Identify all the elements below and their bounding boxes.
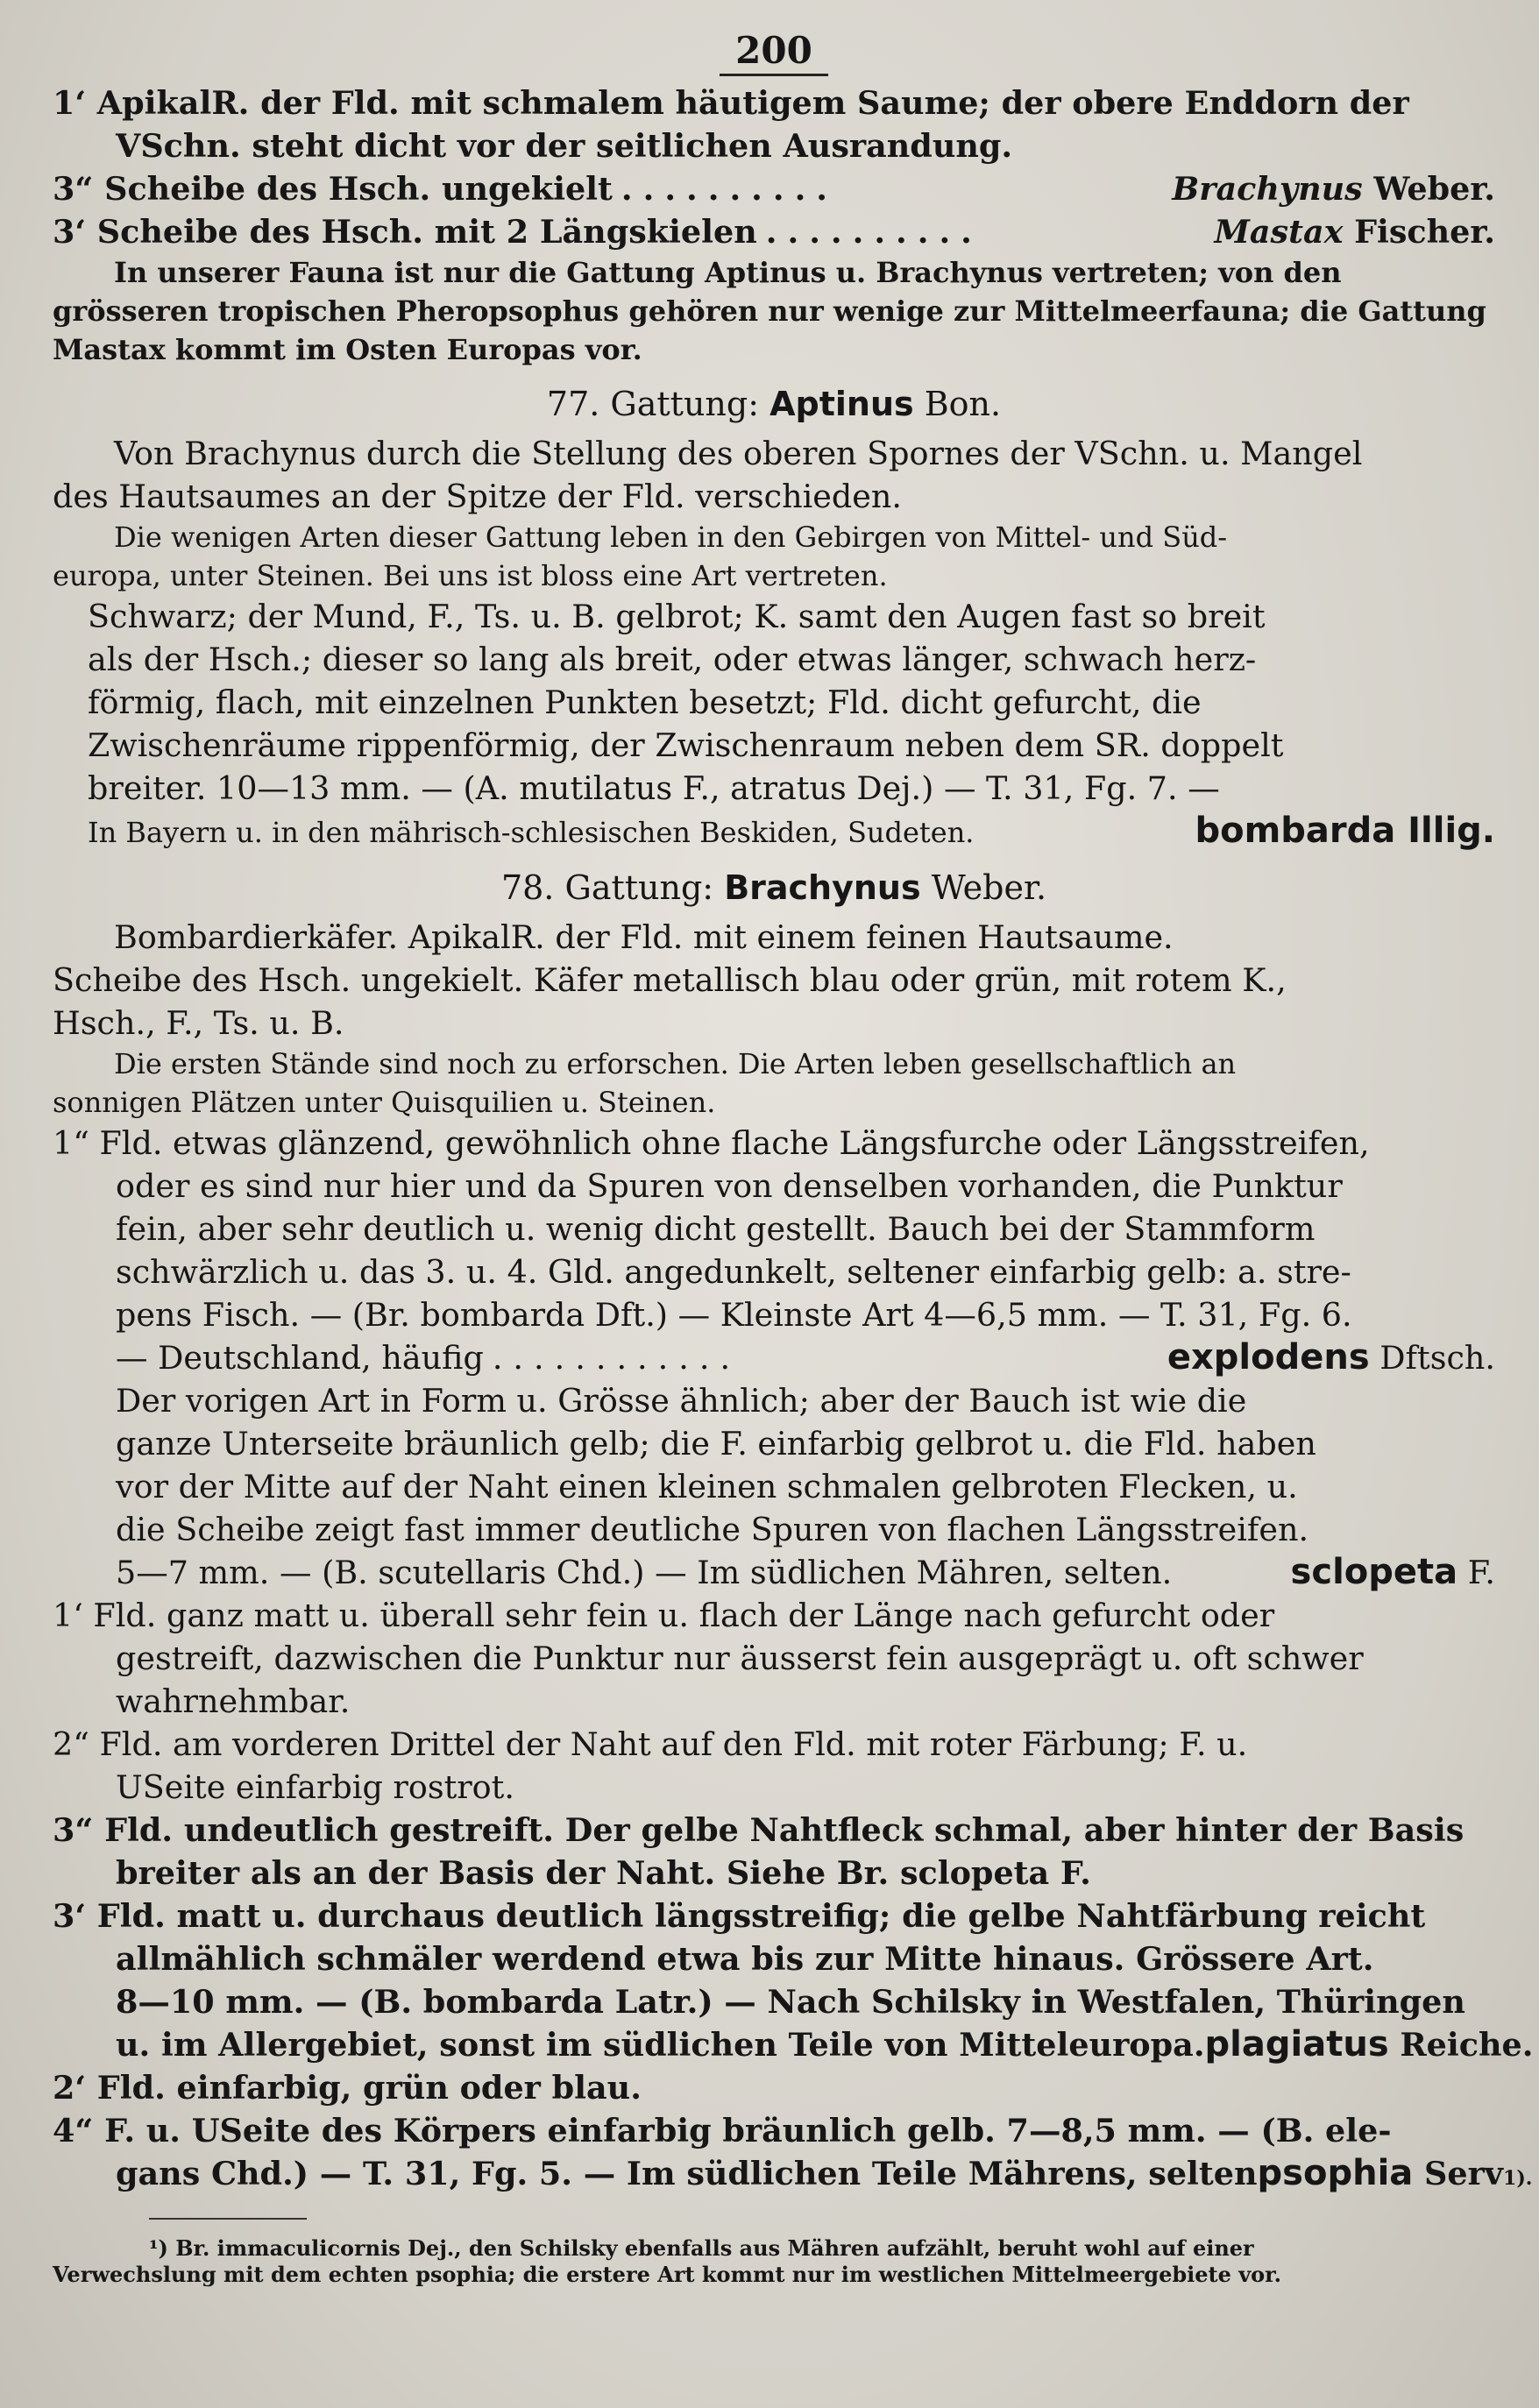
footnote-line-2: Verwechslung mit dem echten psophia; die erstere Art kommt nur im westlichen Mittelmeergebiete vor.: [53, 2262, 1281, 2287]
leader-dots: ..........: [621, 170, 838, 208]
key-3d-line-1: 3‘ Fld. matt u. durchaus deutlich längsstreifig; die gelbe Nahtfärbung reicht: [53, 1897, 1426, 1935]
key-1c-line-2: gestreift, dazwischen die Punktur nur äusserst fein ausgeprägt u. oft schwer: [116, 1640, 1364, 1677]
aptinus-text-4: europa, unter Steinen. Bei uns ist bloss eine Art vertreten.: [53, 559, 888, 592]
footnote-rule: [149, 2218, 307, 2220]
plagiatus-line: u. im Allergebiet, sonst im südlichen Teile von Mitteleuropa. plagiatus Reiche.: [116, 2024, 1534, 2065]
aptinus-text-7: förmig, flach, mit einzelnen Punkten besetzt; Fld. dicht gefurcht, die: [88, 683, 1202, 721]
species-plagiatus: plagiatus: [1204, 2024, 1389, 2065]
brachynus-text-4: Die ersten Stände sind noch zu erforschen. Die Arten leben gesellschaftlich an: [114, 1047, 1237, 1080]
leader-dots: ..........: [765, 213, 982, 251]
genus-77-heading: 77. Gattung: Aptinus Bon.: [546, 385, 1002, 423]
species-explodens: explodens: [1167, 1337, 1370, 1378]
species-psophia: psophia: [1257, 2153, 1414, 2193]
aptinus-text-5: Schwarz; der Mund, F., Ts. u. B. gelbrot; K. samt den Augen fast so breit: [88, 598, 1266, 635]
sclopeta-text-4: die Scheibe zeigt fast immer deutliche Spuren von flachen Längsstreifen.: [116, 1511, 1309, 1548]
aptinus-text-6: als der Hsch.; dieser so lang als breit, oder etwas länger, schwach herz-: [88, 641, 1257, 678]
key-1-line-1: 1‘ ApikalR. der Fld. mit schmalem häutigem Saume; der obere Enddorn der: [53, 84, 1409, 122]
footnote-line-1: ¹) Br. immaculicornis Dej., den Schilsky ebenfalls aus Mähren aufzählt, beruht wohl auf einer: [149, 2235, 1254, 2261]
fauna-note-2: grösseren tropischen Pheropsophus gehören nur wenige zur Mittelmeerfauna; die Gattung: [53, 294, 1486, 328]
key-3b: [53, 210, 1495, 253]
brachynus-text-3: Hsch., F., Ts. u. B.: [53, 1004, 344, 1042]
key-2-line-2: USeite einfarbig rostrot.: [116, 1768, 514, 1806]
key-1b-line-2: oder es sind nur hier und da Spuren von denselben vorhanden, die Punktur: [116, 1167, 1343, 1205]
key-3c-line-1: 3“ Fld. undeutlich gestreift. Der gelbe Nahtfleck schmal, aber hinter der Basis: [53, 1811, 1465, 1849]
brachynus-text-1: Bombardierkäfer. ApikalR. der Fld. mit einem feinen Hautsaume.: [114, 918, 1174, 956]
key-3d-line-2: allmählich schmäler werdend etwa bis zur Mitte hinaus. Grössere Art.: [116, 1940, 1374, 1978]
key-1-line-2: VSchn. steht dicht vor der seitlichen Ausrandung.: [116, 127, 1013, 165]
aptinus-text-10: In Bayern u. in den mährisch-schlesischen Beskiden, Sudeten. bombarda Illig.: [88, 811, 1495, 851]
psophia-line: gans Chd.) — T. 31, Fg. 5. — Im südlichen Teile Mährens, selten psophia Serv 1).: [53, 2152, 1495, 2200]
sclopeta-text-1: Der vorigen Art in Form u. Grösse ähnlich; aber der Bauch ist wie die: [116, 1382, 1247, 1420]
sclopeta-text-3: vor der Mitte auf der Naht einen kleinen schmalen gelbroten Flecken, u.: [116, 1468, 1298, 1505]
key-3d-line-3: 8—10 mm. — (B. bombarda Latr.) — Nach Schilsky in Westfalen, Thüringen: [116, 1983, 1465, 2021]
key-1c-line-3: wahrnehmbar.: [116, 1682, 351, 1720]
explodens-line: — Deutschland, häufig ............ explodens Dftsch.: [116, 1337, 1495, 1378]
aptinus-text-1: Von Brachynus durch die Stellung des oberen Spornes der VSchn. u. Mangel: [114, 435, 1363, 472]
key-1b-line-3: fein, aber sehr deutlich u. wenig dicht gestellt. Bauch bei der Stammform: [116, 1210, 1316, 1248]
key-4-line-1: 4“ F. u. USeite des Körpers einfarbig bräunlich gelb. 7—8,5 mm. — (B. ele-: [53, 2112, 1392, 2149]
key-3a-lead: 3“ Scheibe des Hsch. ungekielt: [53, 170, 613, 208]
aptinus-text-8: Zwischenräume rippenförmig, der Zwischenraum neben dem SR. doppelt: [88, 726, 1284, 764]
page-number: 200: [53, 30, 1495, 76]
species-bombarda: bombarda Illig.: [1195, 811, 1495, 851]
fauna-note-1: In unserer Fauna ist nur die Gattung Aptinus u. Brachynus vertreten; von den: [114, 256, 1342, 289]
genus-mastax-ref: Mastax Fischer.: [1214, 213, 1495, 251]
genus-78-heading: 78. Gattung: Brachynus Weber.: [500, 868, 1047, 907]
key-3b-lead: 3‘ Scheibe des Hsch. mit 2 Längskielen: [53, 213, 757, 251]
brachynus-text-2: Scheibe des Hsch. ungekielt. Käfer metallisch blau oder grün, mit rotem K.,: [53, 961, 1287, 999]
genus-brachynus-ref: Brachynus Weber.: [1172, 170, 1495, 208]
aptinus-text-3: Die wenigen Arten dieser Gattung leben in den Gebirgen von Mittel- und Süd-: [114, 521, 1228, 554]
key-1b-line-5: pens Fisch. — (Br. bombarda Dft.) — Kleinste Art 4—6,5 mm. — T. 31, Fg. 6.: [116, 1296, 1352, 1334]
aptinus-text-2: des Hautsaumes an der Spitze der Fld. verschieden.: [53, 478, 902, 515]
species-sclopeta: sclopeta: [1290, 1552, 1458, 1592]
key-2-line-1: 2“ Fld. am vorderen Drittel der Naht auf den Fld. mit roter Färbung; F. u.: [53, 1725, 1248, 1763]
key-3c-line-2: breiter als an der Basis der Naht. Siehe Br. sclopeta F.: [116, 1854, 1091, 1892]
sclopeta-line: 5—7 mm. — (B. scutellaris Chd.) — Im südlichen Mähren, selten. sclopeta F.: [116, 1552, 1495, 1592]
sclopeta-text-2: ganze Unterseite bräunlich gelb; die F. einfarbig gelbrot u. die Fld. haben: [116, 1425, 1316, 1463]
brachynus-text-5: sonnigen Plätzen unter Quisquilien u. Steinen.: [53, 1086, 716, 1119]
key-1b-line-4: schwärzlich u. das 3. u. 4. Gld. angedunkelt, seltener einfarbig gelb: a. stre-: [116, 1253, 1351, 1291]
footnote-mark: 1).: [1503, 2167, 1533, 2190]
leader-dots: ............: [492, 1339, 741, 1377]
fauna-note-3: Mastax kommt im Osten Europas vor.: [53, 333, 642, 366]
key-1c-line-1: 1‘ Fld. ganz matt u. überall sehr fein u. flach der Länge nach gefurcht oder: [53, 1597, 1275, 1634]
key-1b-line-1: 1“ Fld. etwas glänzend, gewöhnlich ohne flache Längsfurche oder Längsstreifen,: [53, 1124, 1370, 1162]
key-2b-line: 2‘ Fld. einfarbig, grün oder blau.: [53, 2069, 642, 2107]
aptinus-text-9: breiter. 10—13 mm. — (A. mutilatus F., atratus Dej.) — T. 31, Fg. 7. —: [88, 769, 1220, 807]
key-3a: [53, 167, 1495, 210]
